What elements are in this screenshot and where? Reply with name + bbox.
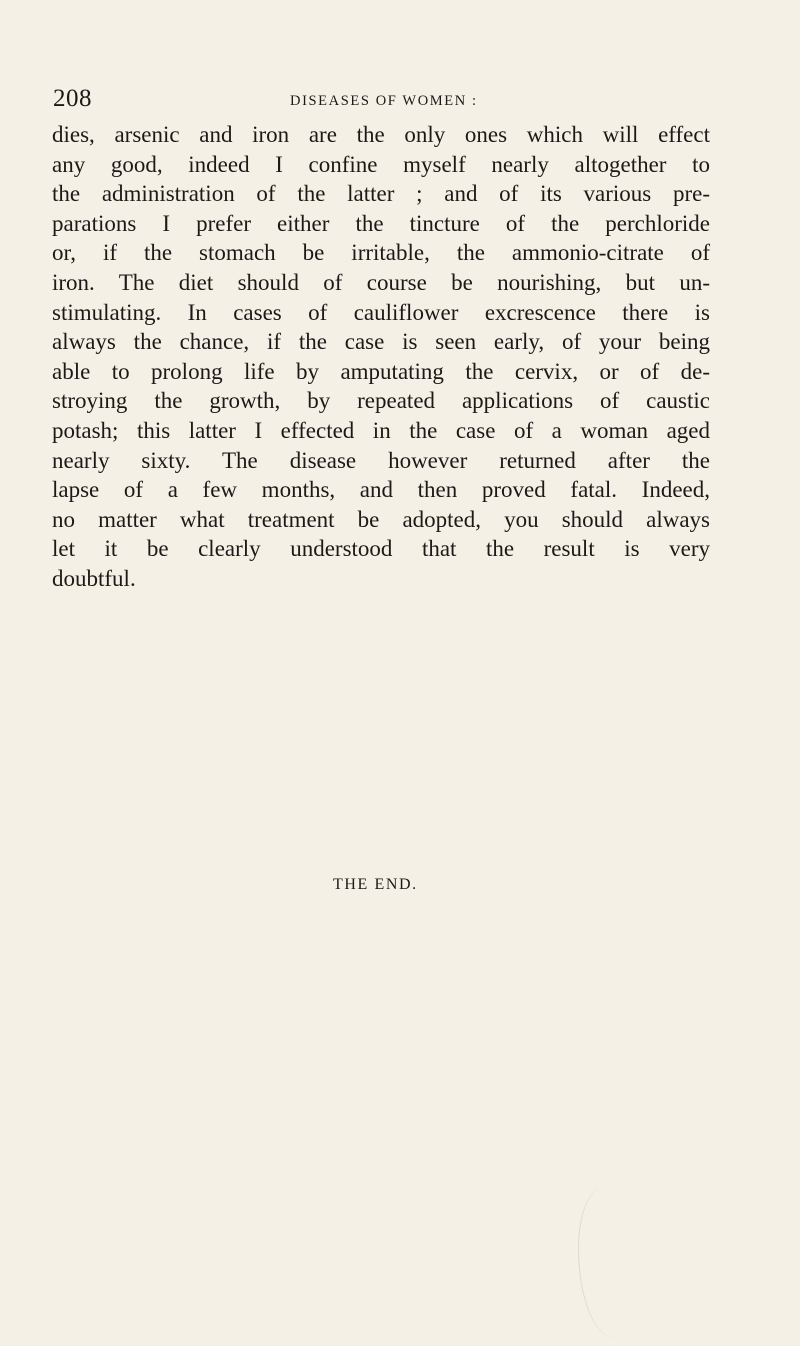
the-end-colophon: THE END. — [333, 876, 418, 893]
text-line: stimulating. In cases of cauliflower excrescence there is — [52, 299, 710, 325]
text-line: potash; this latter I effected in the case of a woman aged — [52, 417, 710, 443]
text-line: parations I prefer either the tincture of the perchloride — [52, 210, 710, 236]
text-line: nearly sixty. The disease however returned after the — [52, 447, 710, 473]
text-line: always the chance, if the case is seen early, of your being — [52, 329, 710, 355]
text-line: iron. The diet should of course be nourishing, but un- — [52, 269, 710, 295]
text-line: or, if the stomach be irritable, the ammonio-citrate of — [52, 240, 710, 266]
text-line: no matter what treatment be adopted, you should always — [52, 506, 710, 532]
body-paragraph — [52, 120, 710, 594]
paper-crease — [578, 1188, 639, 1338]
text-line: doubtful. — [52, 565, 136, 591]
page-number: 208 — [53, 85, 92, 112]
text-line: able to prolong life by amputating the cervix, or of de- — [52, 358, 710, 384]
text-line: dies, arsenic and iron are the only ones which will effect — [52, 122, 710, 147]
text-line: stroying the growth, by repeated applications of caustic — [52, 388, 710, 414]
text-line: lapse of a few months, and then proved fatal. Indeed, — [52, 477, 710, 503]
text-line: let it be clearly understood that the result is very — [52, 536, 710, 562]
text-line: the administration of the latter ; and of its various pre- — [52, 181, 710, 207]
running-title: DISEASES OF WOMEN : — [290, 93, 478, 109]
text-line: any good, indeed I confine myself nearly altogether to — [52, 151, 710, 177]
